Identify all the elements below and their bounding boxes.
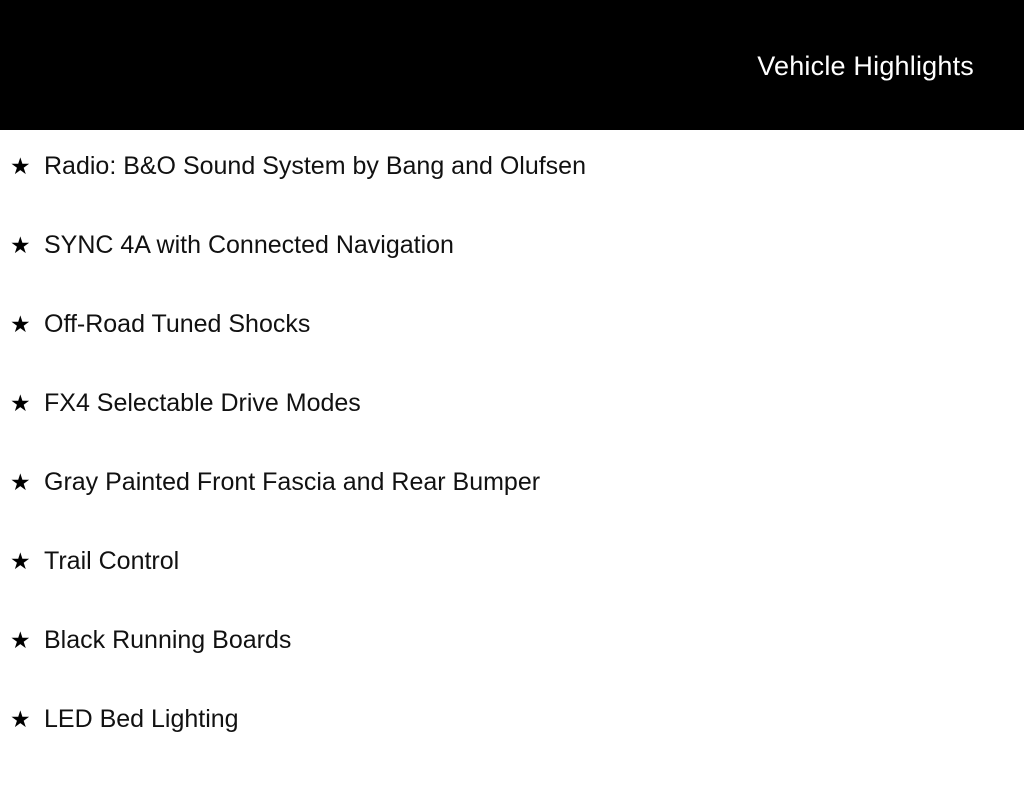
page-title: Vehicle Highlights <box>757 51 974 81</box>
list-item <box>0 470 1024 549</box>
list-item <box>0 391 1024 470</box>
list-item <box>0 628 1024 707</box>
header-bar <box>0 0 1024 130</box>
star-icon: ★ <box>10 627 31 653</box>
list-item-label: Black Running Boards <box>44 626 292 654</box>
vehicle-highlights-list <box>0 130 1024 786</box>
list-item-label: Trail Control <box>44 547 180 575</box>
list-item <box>0 312 1024 391</box>
star-icon: ★ <box>10 311 31 337</box>
list-item-label: SYNC 4A with Connected Navigation <box>44 231 454 259</box>
star-icon: ★ <box>10 390 31 416</box>
list-item-label: Gray Painted Front Fascia and Rear Bumper <box>44 468 541 496</box>
list-item-label: Radio: B&O Sound System by Bang and Olufsen <box>44 152 586 180</box>
star-icon: ★ <box>10 153 31 179</box>
list-item <box>0 154 1024 233</box>
list-item-label: FX4 Selectable Drive Modes <box>44 389 361 417</box>
list-item <box>0 233 1024 312</box>
list-item <box>0 549 1024 628</box>
list-item-label: Off-Road Tuned Shocks <box>44 310 311 338</box>
star-icon: ★ <box>10 232 31 258</box>
list-item <box>0 707 1024 786</box>
list-item-label: LED Bed Lighting <box>44 705 239 733</box>
star-icon: ★ <box>10 469 31 495</box>
star-icon: ★ <box>10 548 31 574</box>
star-icon: ★ <box>10 706 31 732</box>
